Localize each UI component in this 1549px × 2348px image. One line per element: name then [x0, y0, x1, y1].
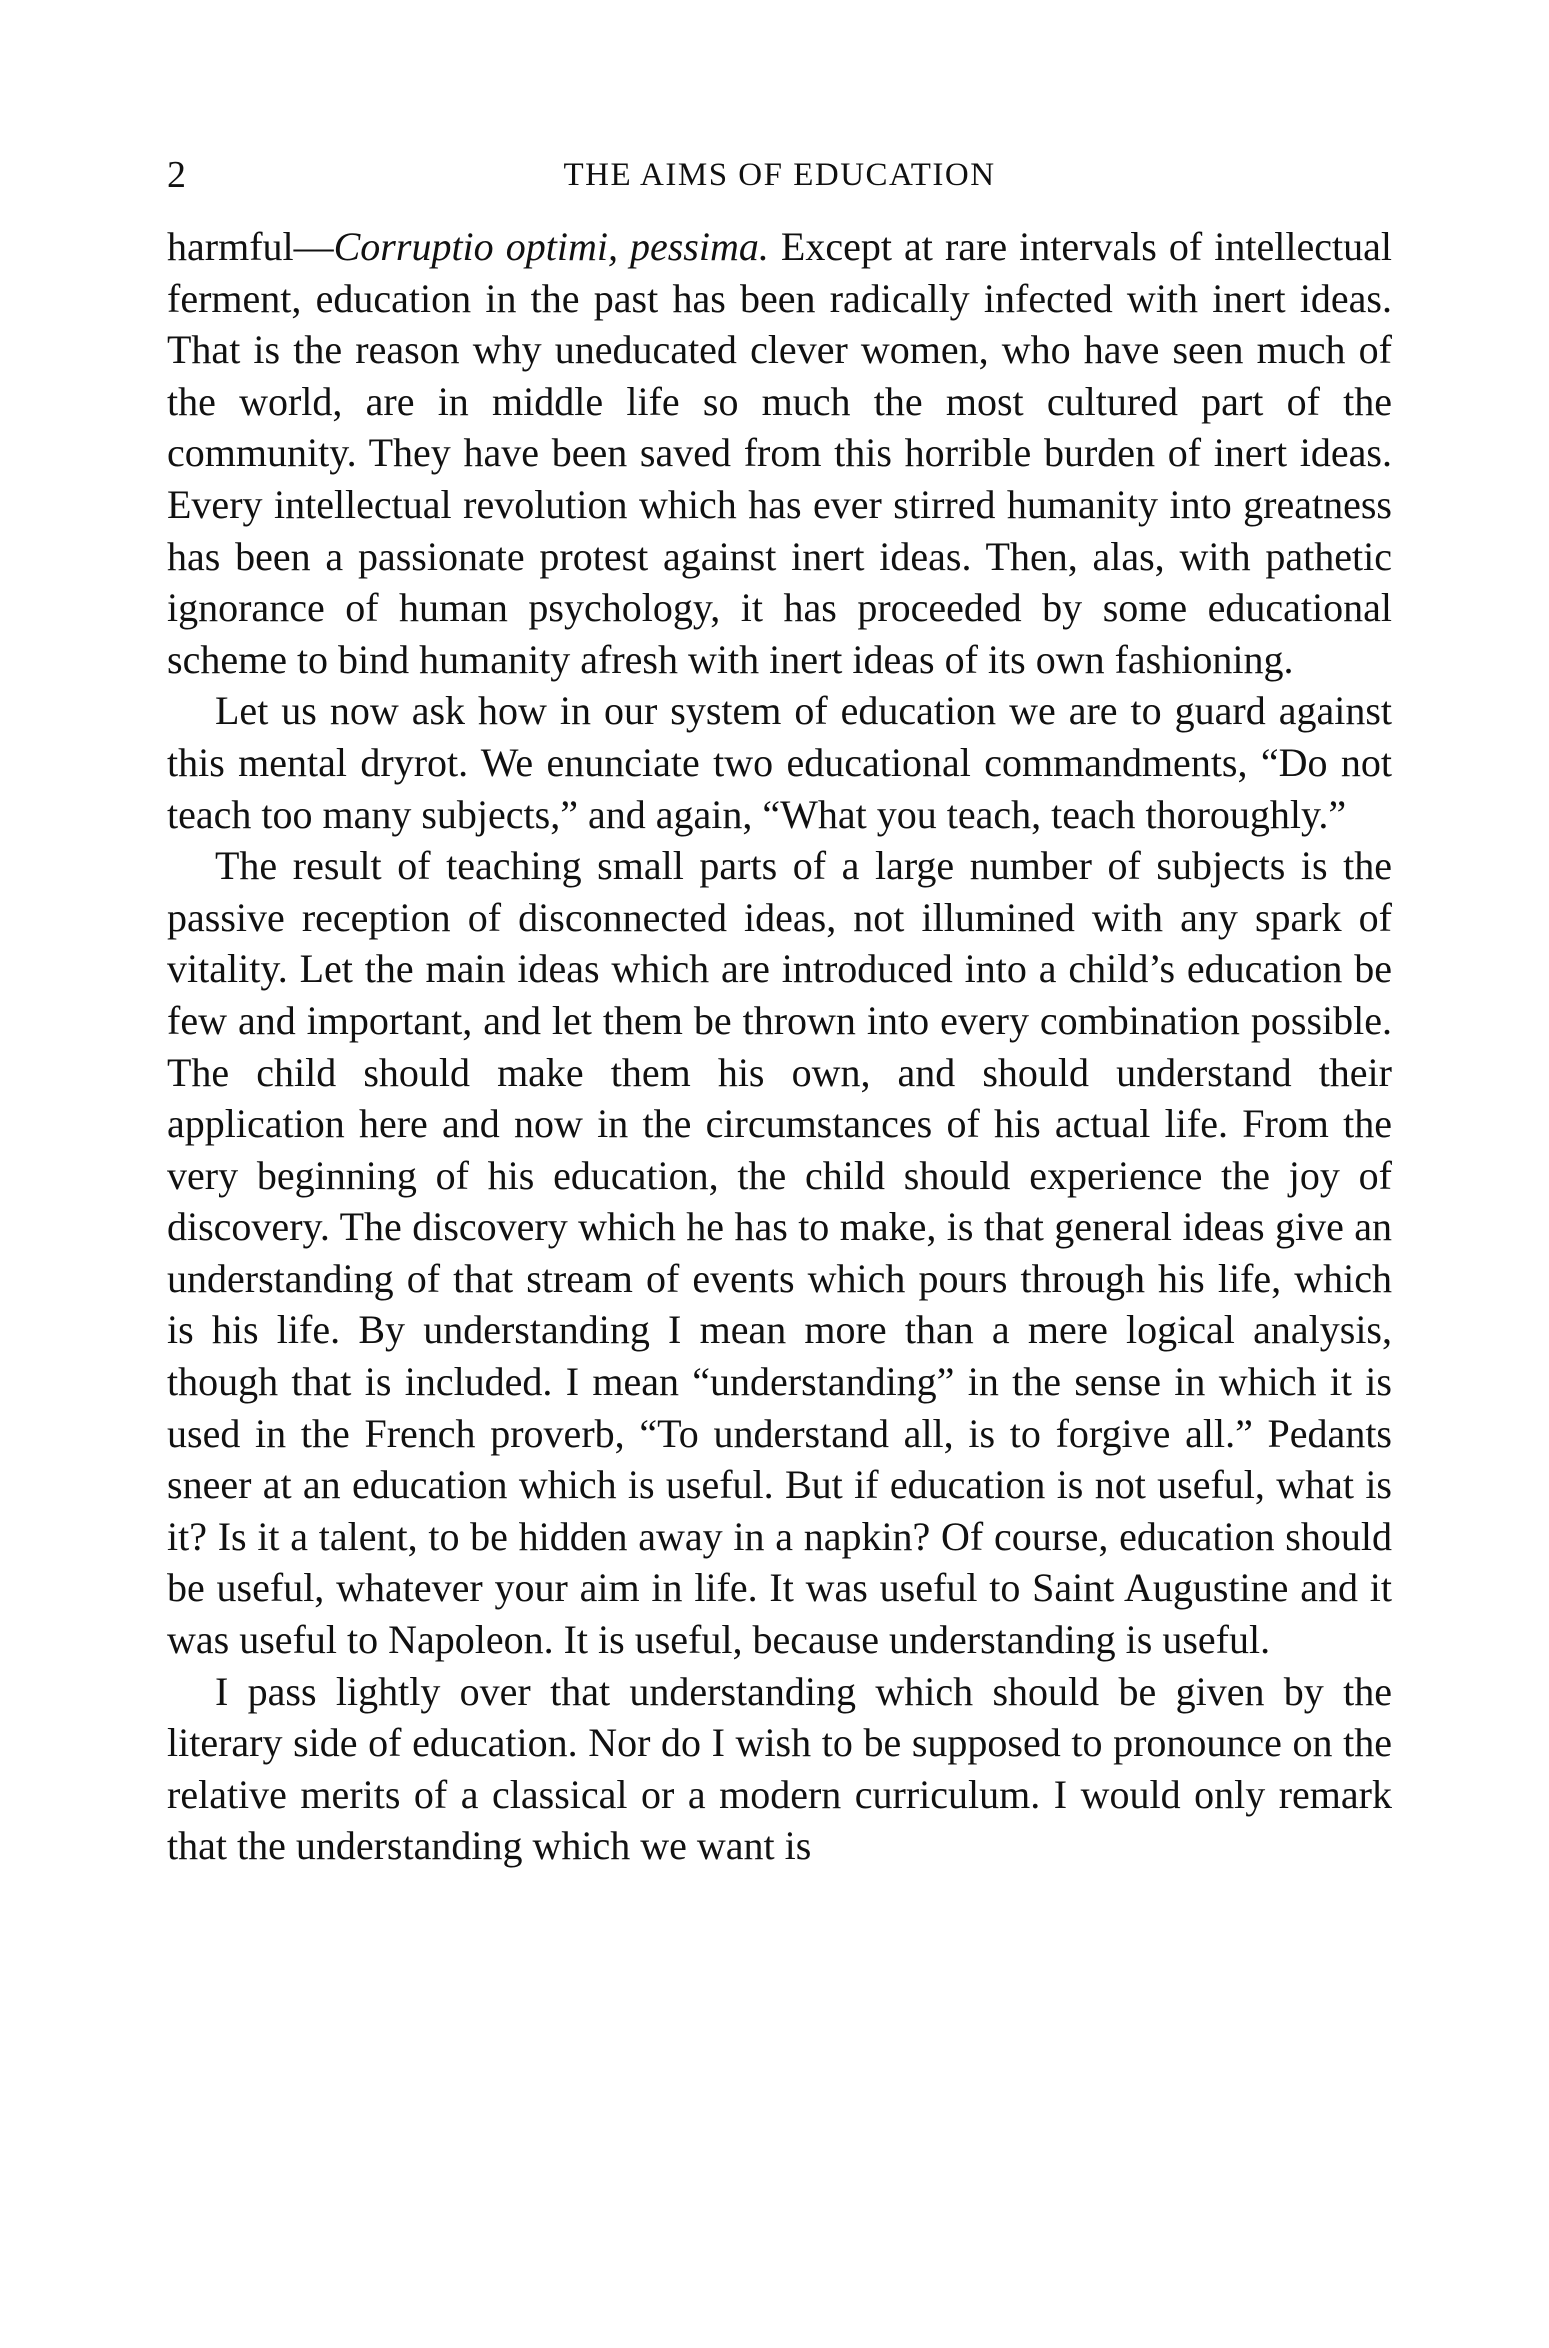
running-title: THE AIMS OF EDUCATION [563, 157, 996, 193]
latin-phrase: Corruptio optimi, pessima. [333, 224, 769, 269]
page-number: 2 [167, 154, 186, 196]
paragraph-1 [167, 221, 1392, 685]
paragraph-4: I pass lightly over that understanding which should be given by the literary side of education. Nor do I wish to be supposed to pronounce on the relative merits of a classical or a modern curriculum. I would only remark that the understanding which we want is [167, 1668, 1392, 1869]
paragraph-2: Let us now ask how in our system of education we are to guard against this mental dryrot. We enunciate two educational commandments, “Do not teach too many subjects,” and again, “What you teach, teach thoroughly.” [167, 688, 1392, 837]
paragraph-1-text: Except at rare intervals of intellectual ferment, education in the past has been radically infected with inert ideas. That is the reason why uneducated clever women, who have seen much of the world, are in middle life so much the most cultured part of the community. They have been saved from this horrible burden of inert ideas. Every intellectual revolution which has ever stirred humanity into greatness has been a passionate protest against inert ideas. Then, alas, with pathetic ignorance of human psychology, it has proceeded by some educational scheme to bind humanity afresh with inert ideas of its own fashioning. [167, 224, 1392, 682]
paragraph-1-lead: harmful— [167, 224, 334, 269]
body-text [167, 221, 1392, 1872]
paragraph-3: The result of teaching small parts of a large number of subjects is the passive reception of disconnected ideas, not illumined with any spark of vitality. Let the main ideas which are introduced into a child’s education be few and important, and let them be thrown into every combination possible. The child should make them his own, and should understand their application here and now in the circumstances of his actual life. From the very beginning of his education, the child should experience the joy of discovery. The discovery which he has to make, is that general ideas give an understanding of that stream of events which pours through his life, which is his life. By understanding I mean more than a mere logical analysis, though that is included. I mean “understanding” in the sense in which it is used in the French proverb, “To understand all, is to forgive all.” Pedants sneer at an education which is useful. But if education is not useful, what is it? Is it a talent, to be hidden away in a napkin? Of course, education should be useful, whatever your aim in life. It was useful to Saint Augustine and it was useful to Napoleon. It is useful, because understanding is useful. [167, 843, 1392, 1663]
running-head [167, 150, 1392, 200]
